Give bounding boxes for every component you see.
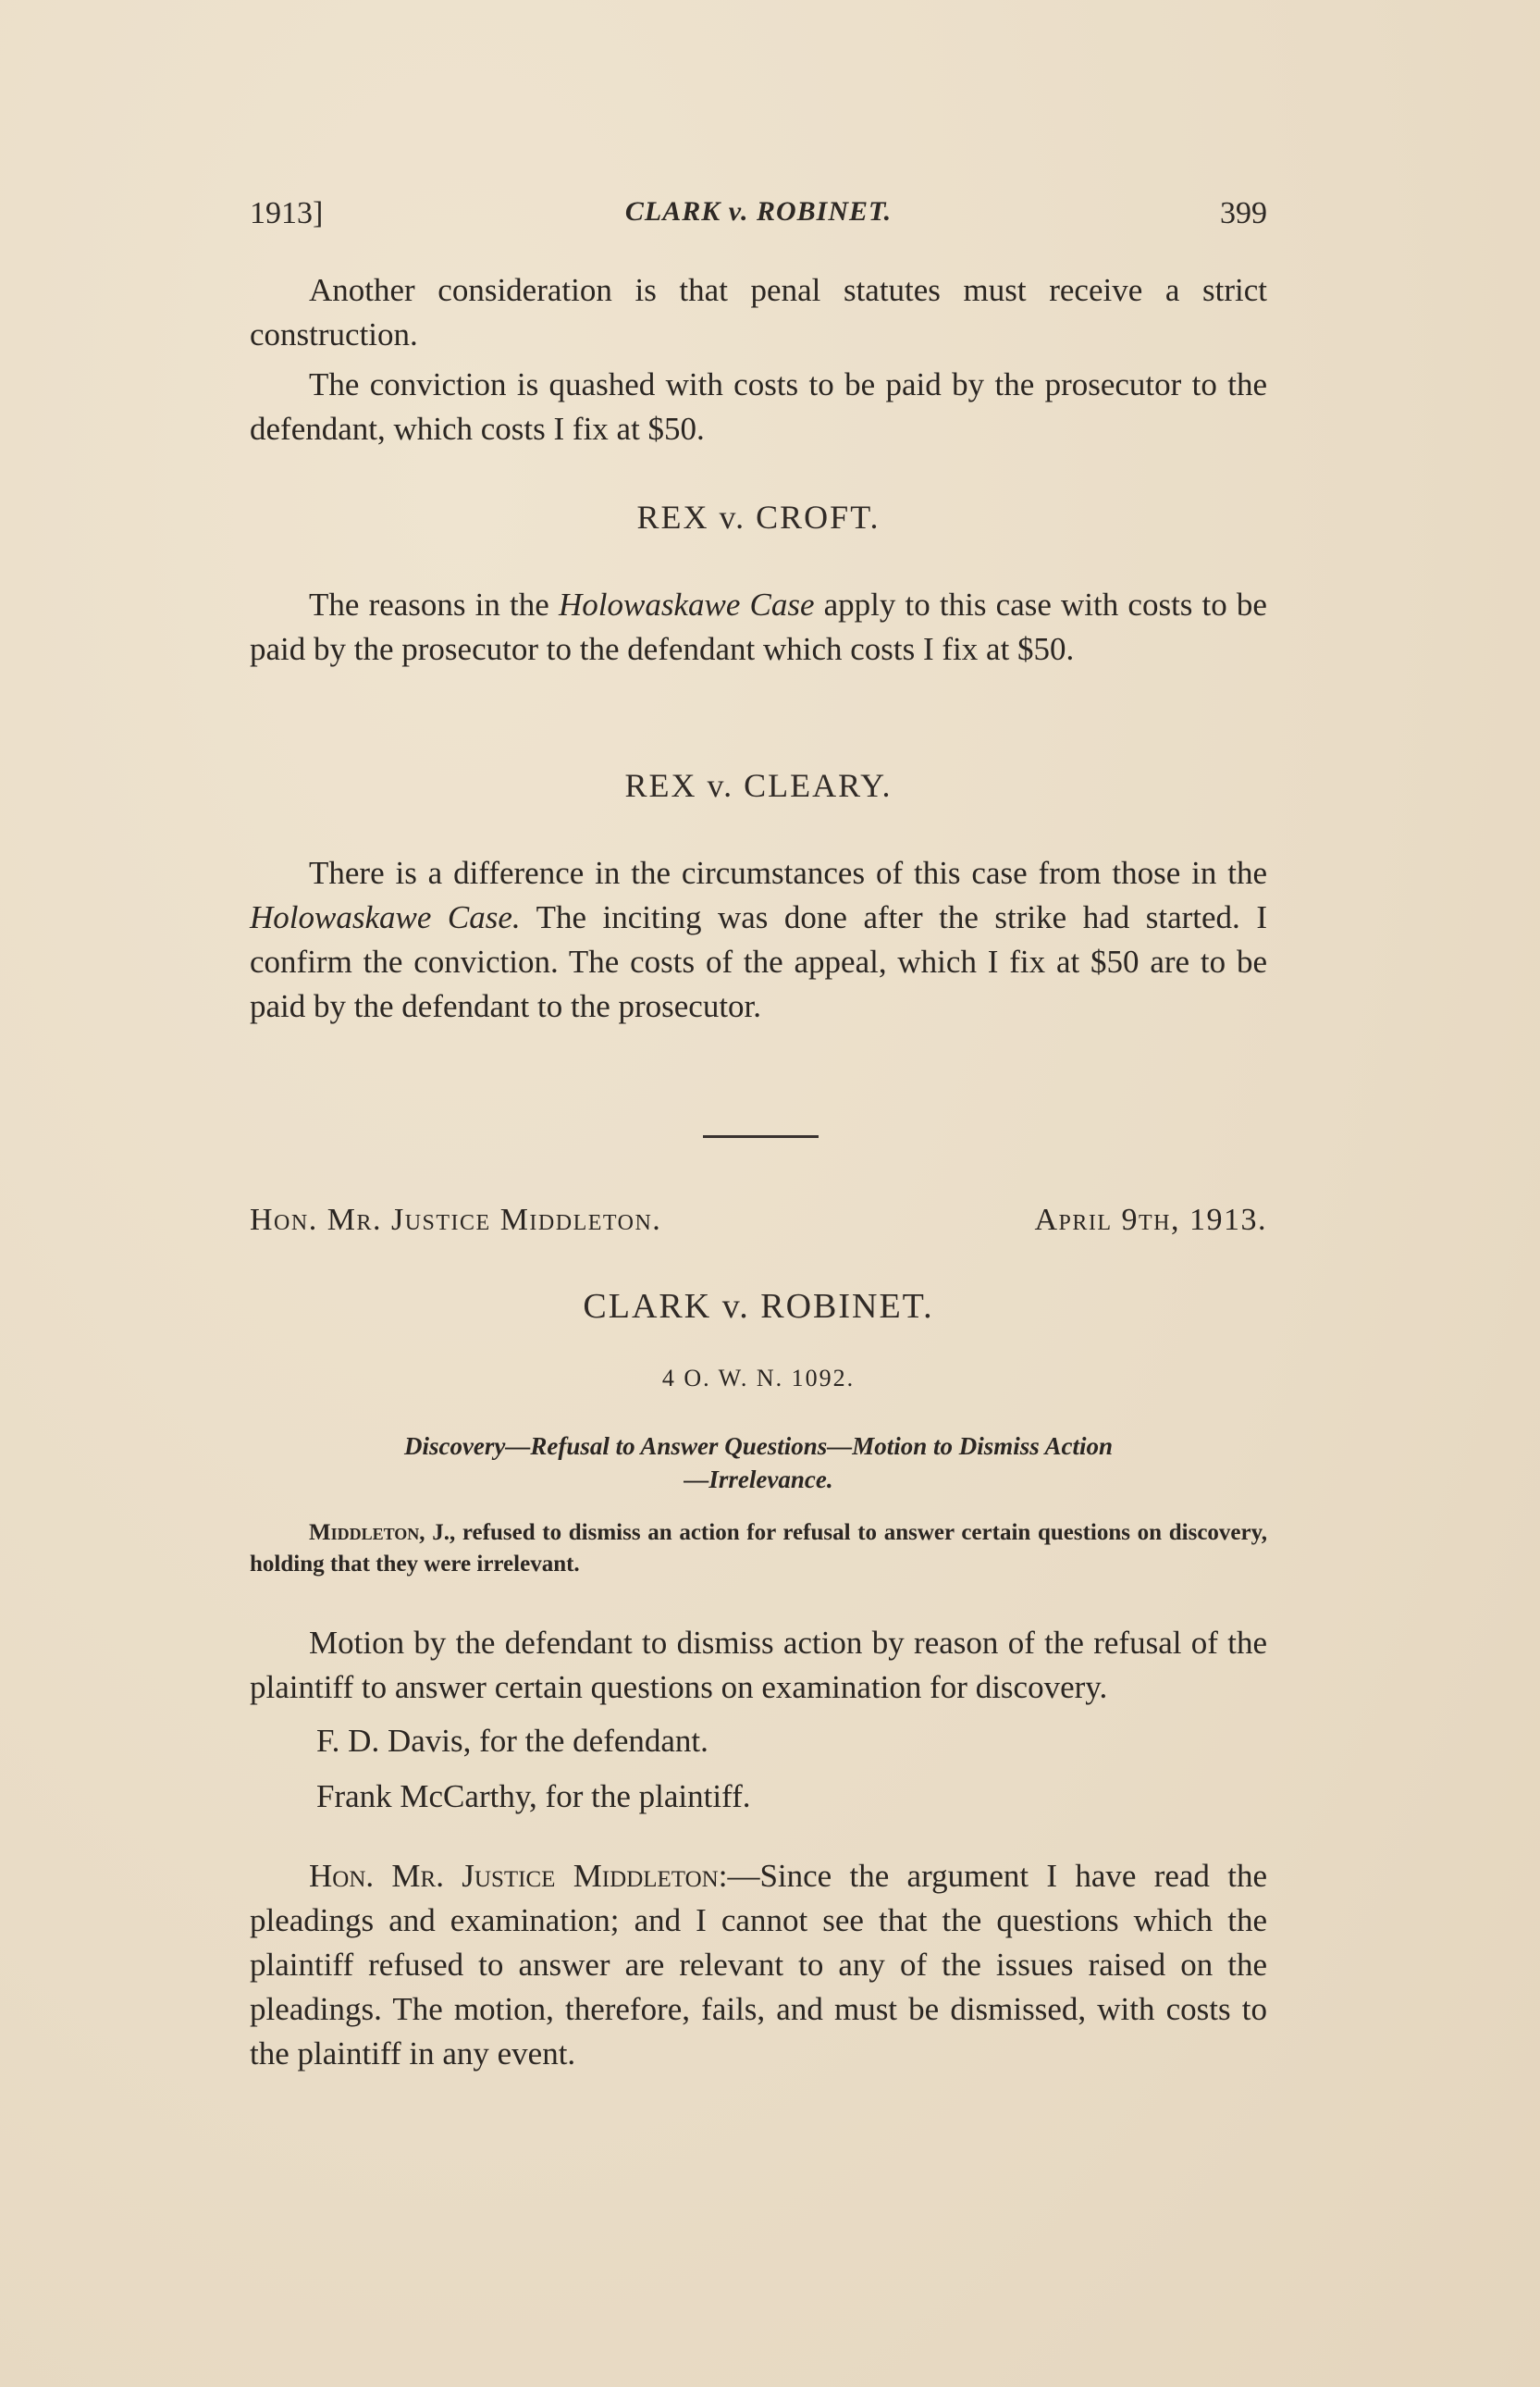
counsel-defendant: F. D. Davis, for the defendant. [316,1723,708,1759]
paragraph-judgment [250,1854,1267,2076]
case-title-clark-v-robinet: CLARK v. ROBINET. [583,1287,934,1326]
paragraph-motion: Motion by the defendant to dismiss action by reason of the refusal of the plaintiff to answer certain questions on examination for discovery. [250,1625,1267,1705]
paragraph-cleary [250,851,1267,1029]
clark-v-robinet-body [250,1621,1267,2076]
catchwords-line: Discovery—Refusal to Answer Questions—Motion to Dismiss Action [403,1432,1114,1460]
text-segment: The reasons in the [309,587,559,623]
paragraph-penal-statutes: Another consideration is that penal statutes must receive a strict construction. [250,272,1267,352]
page-number: 399 [1220,196,1267,230]
text-segment: There is a difference in the circumstances of this case from those in the [309,855,1267,891]
report-citation: 4 O. W. N. 1092. [661,1365,856,1391]
headnote [250,1517,1267,1580]
judge-name: Hon. Mr. Justice Middleton. [250,1203,662,1237]
header-year: 1913] [250,196,324,230]
headnote-judge: Middleton, J. [309,1520,450,1545]
rex-v-croft-body [250,583,1267,672]
text-segment: apply to this case with costs to be paid by the prosecutor to the defendant which costs I fix at $50. [250,587,1267,667]
paragraph-conviction-quashed: The conviction is quashed with costs to be paid by the prosecutor to the defendant, which costs I fix at $50. [250,366,1267,447]
catchwords-line: —Irrelevance. [684,1466,833,1493]
running-header [250,196,1267,242]
decision-date: April 9th, 1913. [1034,1203,1267,1237]
judgment-text: :—Since the argument I have read the pleadings and examination; and I cannot see that the questions which the plaintiff refused to answer are relevant to any of the issues raised on the pleadings. The motion, therefore, fails, and must be dismissed, with costs to the plaintiff in any event. [250,1858,1267,2072]
rex-v-cleary-body [250,851,1267,1029]
catchwords [250,1429,1267,1496]
case-title-rex-v-croft: REX v. CROFT. [636,499,881,536]
case-reference: Holowaskawe Case [558,587,815,623]
judge-date-line [250,1203,1267,1247]
running-title: CLARK v. ROBINET. [624,196,893,227]
previous-case-conclusion [250,268,1267,451]
headnote-text: , refused to dismiss an action for refusal to answer certain questions on discovery, holding that they were irrelevant. [250,1520,1267,1577]
judgment-judge: Hon. Mr. Justice Middleton [309,1858,719,1894]
paragraph-croft [250,583,1267,672]
case-title-rex-v-cleary: REX v. CLEARY. [624,767,893,804]
text-segment: The inciting was done after the strike had started. I confirm the conviction. The costs of the appeal, which I fix at $50 are to be paid by the defendant to the prosecutor. [250,899,1267,1024]
section-divider [703,1135,819,1138]
case-reference: Holowaskawe Case. [250,899,521,935]
counsel-plaintiff: Frank McCarthy, for the plaintiff. [316,1778,751,1814]
